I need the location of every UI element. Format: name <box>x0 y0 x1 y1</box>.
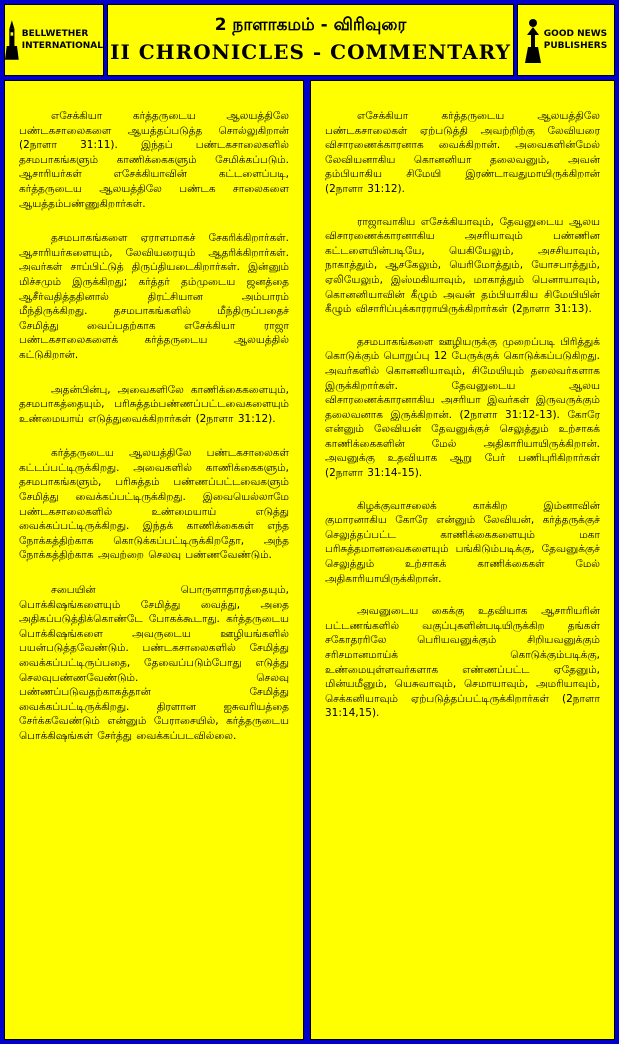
left-column <box>4 80 304 1040</box>
title-box <box>107 4 514 76</box>
good-news-figure-icon <box>525 17 541 63</box>
bellwether-tower-icon <box>5 17 19 63</box>
right-paragraph-5: அவனுடைய கைக்கு உதவியாக ஆசாரியரின் பட்டணங்களில் வகுப்புகளின்படியிருக்கிற தங்கள் சகோதரரிலே பெரியவனுக்கும் சிறியவனுக்கும் சரிசமானமாய்க் கொடுக்கும்படிக்கு, உண்மையுள்ளவர்களாக எண்ணப்பட்ட ஏதேனும், மின்யமீனும், யெசுவாவும், செமாயாவும், அமரியாவும், செக்கனியாவும் ஏற்படுத்தப்பட்டிருக்கிறார்கள் (2நாளா 31:14,15). <box>325 605 600 720</box>
left-paragraph-3: அதன்பின்பு, அவைகளிலே காணிக்கைகளையும், தசமபாகத்தையும், பரிசுத்தம்பண்ணப்பட்டவைகளையும் உண்மையாய் எடுத்துவைக்கிறார்கள் (2நாளா 31:12). <box>19 383 289 425</box>
left-paragraph-2: தசமபாகங்களை ஏராளமாகச் சேகரிக்கிறார்கள். ஆசாரியர்களையும், லேவியரையும் ஆதரிக்கிறார்கள். அவர்கள் சாப்பிட்டுத் திருப்தியடைகிறார்கள். இன்னும் மிச்சமும் இருக்கிறது; கர்த்தர் தம்முடைய ஜனத்தை ஆசீர்வதித்ததினால் திரட்சியான அம்பாரம் மீந்திருக்கிறது. தசமபாகங்களில் மீந்திருப்பதைச் சேமித்து வைப்பதற்காக எசேக்கியா ராஜா பண்டகசாலைகளைக் கர்த்தருடைய ஆலயத்தில் கட்டுகிறான். <box>19 232 289 361</box>
left-paragraph-5: சபையின் பொருளாதாரத்தையும், பொக்கிஷங்களையும் சேமித்து வைத்து, அதை அதிகப்படுத்திக்கொண்டே போகக்கூடாது. கர்த்தருடைய பொக்கிஷங்களை அவருடைய ஊழியங்களில் பயன்படுத்தவேண்டும். பண்டகசாலைகளில் சேமித்து வைக்கப்பட்டிருப்பதை, தேவைப்படும்போது எடுத்து செலவுபண்ணவேண்டும். செலவு பண்ணப்படுவதற்காகத்தான் சேமித்து வைக்கப்பட்டிருக்கிறது. திரளான ஐசுவரியத்தை சேர்க்கவேண்டும் என்னும் பேராசையில், கர்த்தருடைய பொக்கிஷங்கள் சேர்த்து வைக்கப்படவில்லை. <box>19 584 289 742</box>
bellwether-logo <box>4 4 104 76</box>
right-paragraph-1: எசேக்கியா கர்த்தருடைய ஆலயத்திலே பண்டகசாலைகள் ஏற்படுத்தி அவற்றிற்கு லேவியரை விசாரணைக்காரனாக வைக்கிறான். அவைகளின்மேல் லேவியனாகிய கொனனியா தலைவனும், அவன் தம்பியாகிய சிமேயி இரண்டாவதுமாயிருக்கிறான் (2நாளா 31:12). <box>325 110 600 195</box>
left-logo-line2: INTERNATIONAL <box>21 41 103 51</box>
good-news-logo <box>517 4 615 76</box>
page-title-tamil: 2 நாளாகமம் - விரிவுரை <box>214 15 407 35</box>
left-paragraph-4: கர்த்தருடைய ஆலயத்திலே பண்டகசாலைகள் கட்டப்பட்டிருக்கிறது. அவைகளில் காணிக்கைகளும், தசமபாகங்களும், பரிசுத்தம் பண்ணப்பட்டவைகளும் சேமித்து வைக்கப்பட்டிருக்கிறது. இவையெல்லாமே பண்டகசாலைகளில் உண்மையாய் எடுத்து வைக்கப்பட்டிருக்கிறது. இந்தக் காணிக்கைகள் எந்த நோக்கத்திற்காக கொடுக்கப்பட்டிருக்கிறதோ, அந்த நோக்கத்திற்காக அவற்றை செலவு பண்ணவேண்டும். <box>19 447 289 562</box>
left-logo-line1: BELLWETHER <box>21 29 89 39</box>
right-paragraph-3: தசமபாகங்களை ஊழியருக்கு முறைப்படி பிரித்துக் கொடுக்கும் பொறுப்பு 12 பேருக்குக் கொடுக்கப்படுகிறது. அவர்களில் கொனனியாவும், சிமேயியும் தலைவர்களாக இருக்கிறார்கள். தேவனுடைய ஆலய விசாரணைக்காரனாகிய அசரியா இவர்கள் இருவருக்கும் தலைவனாக இருக்கிறான். (2நாளா 31:12-13). கோரே என்னும் லேவியன் தேவனுக்குச் செலுத்தும் உற்சாகக் காணிக்கைகளின் மேல் அதிகாரியாயிருக்கிறான். அவனுக்கு உதவியாக ஆறு பேர் பணிபுரிகிறார்கள் (2நாளா 31:14-15). <box>325 335 600 480</box>
left-paragraph-1: எசேக்கியா கர்த்தருடைய ஆலயத்திலே பண்டகசாலைகளை ஆயத்தப்படுத்த சொல்லுகிறான் (2நாளா 31:11). இந்தப் பண்டகசாலைகளில் தசமபாகங்களும் காணிக்கைகளும் சேமிக்கப்படும். ஆசாரியர்கள் எசேக்கியாவின் கட்டளைப்படி, கர்த்தருடைய ஆலயத்திலே பண்டக சாலைகளை ஆயத்தம்பண்ணுகிறார்கள். <box>19 110 289 210</box>
right-logo-line1: GOOD NEWS <box>543 29 608 39</box>
right-paragraph-4: கிழக்குவாசலைக் காக்கிற இம்னாவின் குமாரனாகிய கோரே என்னும் லேவியன், கர்த்தருக்குச் செலுத்தப்பட்ட காணிக்கைகளையும் மகா பரிசுத்தமானவைகளையும் பங்கிடும்படிக்கு, தேவனுக்குச் செலுத்தும் உற்சாகக் காணிக்கைகள் மேல் அதிகாரியாயிருக்கிறான். <box>325 499 600 585</box>
page-title-english: II CHRONICLES - COMMENTARY <box>110 40 511 64</box>
page-header <box>4 4 615 76</box>
right-logo-line2: PUBLISHERS <box>543 41 608 51</box>
right-column <box>310 80 615 1040</box>
right-paragraph-2: ராஜாவாகிய எசேக்கியாவும், தேவனுடைய ஆலய விசாரணைக்காரனாகிய அசரியாவும் பண்ணின கட்டளையின்படியே, யெகியேலும், அசசியாவும், நாகாத்தும், ஆசகேலும், யெரிமோத்தும், யோசபாத்தும், ஏலியேலும், இஸ்மகியாவும், மாகாத்தும் பெனாயாவும், கொனனியாவின் கீழும் அவன் தம்பியாகிய சிமேயியின் கீழும் விசாரிப்புக்காரராயிருக்கிறார்கள் (2நாளா 31:13). <box>325 215 600 316</box>
